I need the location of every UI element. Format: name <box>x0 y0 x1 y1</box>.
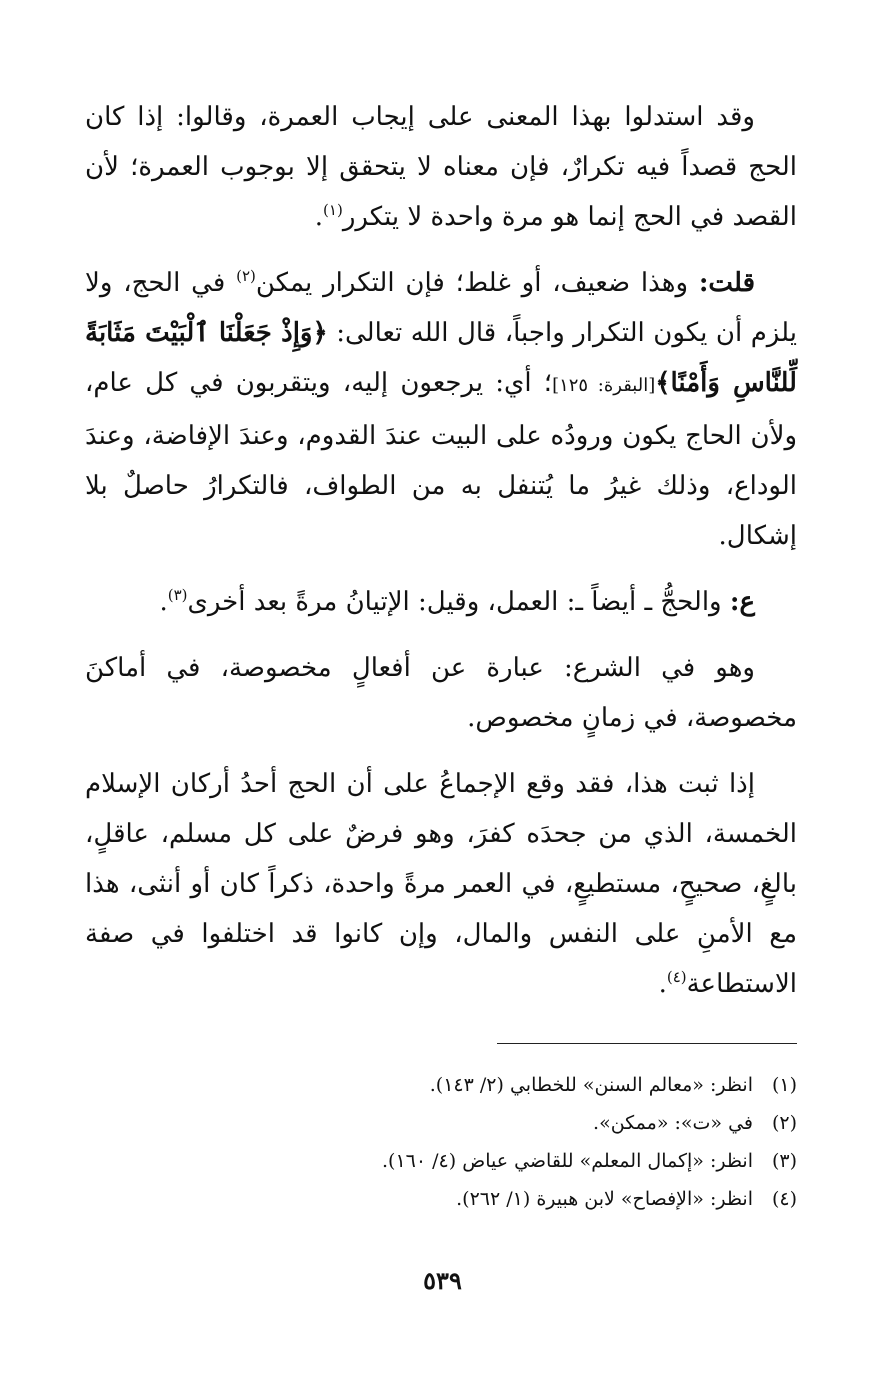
paragraph-end: . <box>159 587 168 617</box>
footnote-ref-2[interactable]: (٢) <box>236 267 256 285</box>
footnote-divider <box>497 1043 797 1044</box>
paragraph-end: . <box>658 969 667 999</box>
footnote-number: (٣) <box>771 1150 797 1172</box>
paragraph-lead: قلت: <box>698 268 755 298</box>
paragraph-consensus <box>85 759 797 1009</box>
paragraph-end: . <box>314 202 324 232</box>
footnote-number: (١) <box>771 1074 797 1096</box>
paragraph-text: وهذا ضعيف، أو غلط؛ فإن التكرار يمكن <box>255 268 699 298</box>
paragraph-text: إذا ثبت هذا، فقد وقع الإجماعُ على أن الحج أحدُ أركان الإسلام الخمسة، الذي من جحدَه كفرَ، وهو فرضٌ على كل مسلم، عاقلٍ، بالغٍ، صحيحٍ، مستطيعٍ، في العمر مرةً واحدة، ذكراً كان أو أنثى، هذا مع الأمنِ على النفس والمال، وإن كانوا قد اختلفوا في صفة الاستطاعة <box>85 769 797 999</box>
footnote-item <box>197 1142 797 1180</box>
paragraph-umrah-argument <box>85 92 797 242</box>
footnote-item <box>197 1066 797 1104</box>
paragraph-text: وهو في الشرع: عبارة عن أفعالٍ مخصوصة، في أماكنَ مخصوصة، في زمانٍ مخصوص. <box>85 653 797 733</box>
footnote-item <box>197 1104 797 1142</box>
quran-verse: ﴿وَإِذْ جَعَلْنَا ٱلْبَيْتَ مَثَابَةً لِّلنَّاسِ وَأَمْنًا﴾ <box>85 318 797 398</box>
paragraph-definition-language <box>85 577 797 627</box>
paragraph-text: في الحج، ولا يلزم أن يكون التكرار واجباً، قال الله تعالى: <box>85 268 797 348</box>
footnote-text: انظر: «إكمال المعلم» للقاضي عياض (٤/ ١٦٠). <box>382 1150 753 1172</box>
paragraph-lead: ع: <box>729 587 755 617</box>
page-body <box>85 92 797 1025</box>
paragraph-text: وقد استدلوا بهذا المعنى على إيجاب العمرة، وقالوا: إذا كان الحج قصداً فيه تكرارٌ، فإن معناه لا يتحقق إلا بوجوب العمرة؛ لأن القصد في الحج إنما هو مرة واحدة لا يتكرر <box>85 102 797 232</box>
footnote-text: انظر: «الإفصاح» لابن هبيرة (١/ ٢٦٢). <box>456 1188 753 1210</box>
paragraph-definition-sharia <box>85 643 797 743</box>
footnote-ref-4[interactable]: (٤) <box>666 968 687 986</box>
footnote-number: (٢) <box>771 1112 797 1134</box>
footnote-ref-1[interactable]: (١) <box>323 201 343 219</box>
footnotes <box>197 1066 797 1218</box>
footnote-text: في «ت»: «ممكن». <box>593 1112 753 1134</box>
footnote-ref-3[interactable]: (٣) <box>167 586 188 604</box>
footnote-item <box>197 1180 797 1218</box>
paragraph-text: ؛ أي: يرجعون إليه، ويتقربون في كل عام، ولأن الحاج يكون ورودُه على البيت عندَ القدوم، وعندَ الإفاضة، وعندَ الوداع، وذلك غيرُ ما يُتنفل به من الطواف، فالتكرارُ حاصلٌ بلا إشكال. <box>85 368 797 551</box>
page-number: ٥٣٩ <box>423 1266 462 1295</box>
footnote-number: (٤) <box>771 1188 797 1210</box>
verse-reference: [البقرة: ١٢٥] <box>552 375 656 396</box>
paragraph-rebuttal <box>85 258 797 561</box>
footnote-text: انظر: «معالم السنن» للخطابي (٢/ ١٤٣). <box>429 1074 753 1096</box>
paragraph-text: والحجُّ ـ أيضاً ـ: العمل، وقيل: الإتيانُ مرةً بعد أخرى <box>187 587 730 617</box>
